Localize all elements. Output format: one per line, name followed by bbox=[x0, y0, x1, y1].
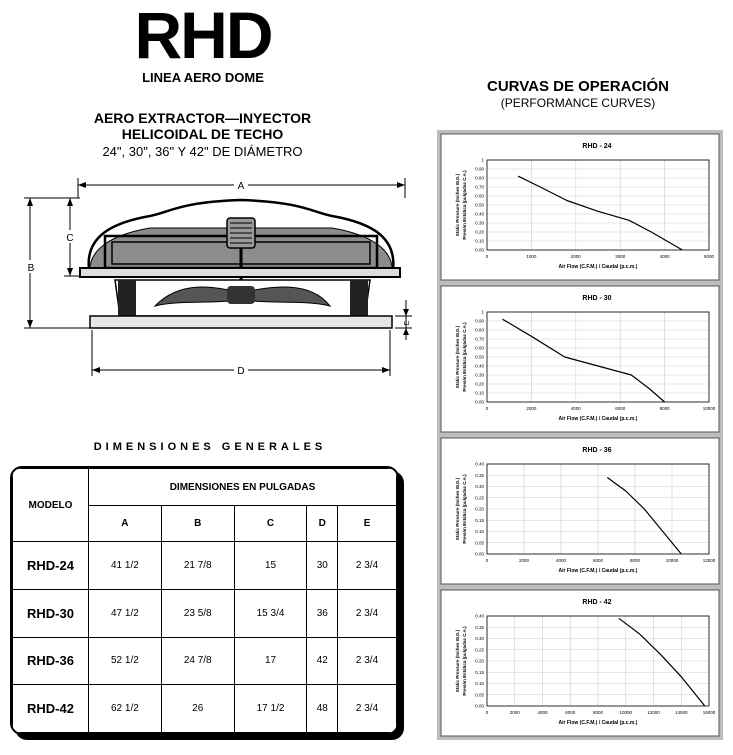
table-row bbox=[13, 637, 397, 685]
x-tick-label: 8000 bbox=[592, 710, 604, 715]
y-axis-label: Static Pressure (Inches W.G.) bbox=[455, 325, 460, 389]
x-tick-label: 6000 bbox=[615, 406, 626, 411]
cell-d: 36 bbox=[307, 589, 338, 637]
cell-a: 47 1/2 bbox=[89, 589, 162, 637]
cell-b: 24 7/8 bbox=[161, 637, 234, 685]
y-tick-label: 0.30 bbox=[475, 220, 484, 226]
y-tick-label: 0.00 bbox=[475, 247, 484, 253]
y-tick-label: 0.25 bbox=[475, 647, 484, 653]
y-tick-label: 0.35 bbox=[475, 472, 484, 478]
dim-label-a: A bbox=[237, 181, 245, 192]
table-row bbox=[13, 685, 397, 733]
x-tick-label: 2000 bbox=[509, 710, 520, 715]
x-tick-label: 10000 bbox=[619, 710, 633, 715]
column-header-e: E bbox=[338, 506, 397, 542]
dim-label-c: C bbox=[66, 233, 74, 244]
cell-d: 30 bbox=[307, 542, 338, 590]
chart-title: RHD - 24 bbox=[582, 143, 612, 150]
x-axis-label: Air Flow (C.F.M.) / Caudal (p.c.m.) bbox=[558, 720, 638, 726]
product-line: LINEA AERO DOME bbox=[142, 70, 264, 85]
cell-c: 17 bbox=[234, 637, 307, 685]
table-row bbox=[13, 542, 397, 590]
y-tick-label: 0.00 bbox=[475, 551, 484, 557]
y-tick-label: 0.20 bbox=[475, 506, 484, 512]
x-axis-label: Air Flow (C.F.M.) / Caudal (p.c.m.) bbox=[558, 416, 638, 422]
y-tick-label: 0.50 bbox=[475, 202, 484, 208]
dimensions-group-header: DIMENSIONES EN PULGADAS bbox=[89, 469, 397, 506]
row-model: RHD-42 bbox=[13, 685, 89, 733]
x-tick-label: 5000 bbox=[703, 254, 715, 259]
cell-a: 52 1/2 bbox=[89, 637, 162, 685]
x-tick-label: 4000 bbox=[570, 406, 581, 411]
x-tick-label: 12000 bbox=[702, 558, 716, 563]
y-tick-label: 0.40 bbox=[475, 461, 484, 467]
y-tick-label: 0.25 bbox=[475, 495, 484, 501]
row-model: RHD-24 bbox=[13, 542, 89, 590]
y-tick-label: 0.10 bbox=[475, 529, 484, 534]
x-tick-label: 3000 bbox=[615, 254, 626, 259]
y-tick-label: 0.10 bbox=[475, 238, 484, 244]
x-tick-label: 0 bbox=[485, 710, 489, 715]
x-tick-label: 0 bbox=[485, 254, 489, 259]
curves-title: CURVAS DE OPERACIÓN bbox=[487, 78, 669, 95]
y-tick-label: 0.80 bbox=[475, 175, 484, 181]
cell-b: 23 5/8 bbox=[161, 589, 234, 637]
chart-4 bbox=[441, 590, 719, 736]
y-tick-label: 0.70 bbox=[475, 336, 484, 342]
chart-title: RHD - 42 bbox=[582, 599, 612, 606]
column-header-d: D bbox=[307, 506, 338, 542]
cell-e: 2 3/4 bbox=[338, 637, 397, 685]
x-tick-label: 10000 bbox=[702, 406, 716, 411]
y-tick-label: 0.05 bbox=[475, 540, 484, 546]
cell-d: 48 bbox=[307, 685, 338, 733]
y-tick-label: 0.40 bbox=[475, 363, 484, 369]
brand-title: RHD bbox=[134, 0, 272, 72]
y-tick-label: 0.15 bbox=[475, 669, 484, 675]
x-tick-label: 4000 bbox=[555, 558, 567, 563]
y-tick-label: 0.10 bbox=[475, 681, 484, 686]
y-axis-label: Static Pressure (Inches W.G.) bbox=[455, 173, 460, 237]
x-tick-label: 4000 bbox=[537, 710, 548, 715]
column-header-b: B bbox=[161, 506, 234, 542]
cell-e: 2 3/4 bbox=[338, 589, 397, 637]
model-header: MODELO bbox=[13, 469, 89, 542]
cell-c: 17 1/2 bbox=[234, 685, 307, 733]
product-diameters: 24", 30", 36" Y 42" DE DIÁMETRO bbox=[102, 144, 303, 159]
y-tick-label: 0.90 bbox=[475, 318, 484, 324]
cell-b: 21 7/8 bbox=[161, 542, 234, 590]
y-tick-label: 0.30 bbox=[475, 372, 484, 378]
dim-label-b: B bbox=[27, 263, 35, 274]
column-header-c: C bbox=[234, 506, 307, 542]
y-tick-label: 0.70 bbox=[475, 184, 484, 190]
x-tick-label: 16000 bbox=[702, 710, 716, 715]
y-axis-label: Static Pressure (Inches W.G.) bbox=[455, 477, 460, 541]
x-tick-label: 2000 bbox=[526, 406, 537, 411]
x-tick-label: 6000 bbox=[565, 710, 576, 715]
x-tick-label: 2000 bbox=[518, 558, 530, 563]
cell-d: 42 bbox=[307, 637, 338, 685]
y-axis-label-es: Presión Estática (pulgadas C.A.) bbox=[462, 474, 467, 544]
dimensions-table-card bbox=[10, 466, 399, 735]
x-tick-label: 0 bbox=[485, 558, 489, 563]
product-title-line1: AERO EXTRACTOR—INYECTOR bbox=[93, 110, 312, 126]
product-title-line2: HELICOIDAL DE TECHO bbox=[121, 126, 284, 142]
y-tick-label: 0.40 bbox=[475, 211, 484, 217]
table-row bbox=[13, 589, 397, 637]
row-model: RHD-36 bbox=[13, 637, 89, 685]
x-tick-label: 10000 bbox=[665, 558, 679, 563]
dim-label-e: E bbox=[404, 320, 411, 326]
y-tick-label: 0.40 bbox=[475, 613, 484, 619]
column-header-a: A bbox=[89, 506, 162, 542]
x-tick-label: 1000 bbox=[526, 254, 537, 259]
y-tick-label: 0.15 bbox=[475, 517, 484, 523]
chart-title: RHD - 30 bbox=[582, 295, 612, 302]
cell-e: 2 3/4 bbox=[338, 685, 397, 733]
cell-a: 41 1/2 bbox=[89, 542, 162, 590]
x-axis-label: Air Flow (C.F.M.) / Caudal (p.c.m.) bbox=[558, 264, 638, 270]
performance-curves-svg bbox=[437, 130, 723, 740]
x-tick-label: 14000 bbox=[674, 710, 688, 715]
curves-subtitle: (PERFORMANCE CURVES) bbox=[500, 96, 656, 110]
y-tick-label: 0.10 bbox=[475, 390, 484, 396]
performance-curves-panel bbox=[437, 130, 723, 740]
y-tick-label: 0.80 bbox=[475, 327, 484, 333]
y-tick-label: 1 bbox=[481, 157, 484, 163]
y-tick-label: 0.00 bbox=[475, 399, 484, 405]
cell-c: 15 bbox=[234, 542, 307, 590]
y-tick-label: 0.20 bbox=[475, 658, 484, 664]
chart-3 bbox=[441, 438, 719, 584]
x-tick-label: 2000 bbox=[570, 254, 581, 259]
x-tick-label: 6000 bbox=[592, 558, 604, 563]
x-axis-label: Air Flow (C.F.M.) / Caudal (p.c.m.) bbox=[558, 568, 638, 574]
chart-2 bbox=[441, 286, 719, 432]
y-axis-label-es: Presión Estática (pulgadas C.A.) bbox=[462, 322, 467, 392]
dimensions-title: DIMENSIONES GENERALES bbox=[93, 441, 327, 453]
x-tick-label: 8000 bbox=[629, 558, 641, 563]
y-axis-label-es: Presión Estática (pulgadas C.A.) bbox=[462, 170, 467, 240]
y-tick-label: 0.60 bbox=[475, 345, 484, 351]
y-tick-label: 0.00 bbox=[475, 703, 484, 709]
x-tick-label: 0 bbox=[485, 406, 489, 411]
y-tick-label: 0.90 bbox=[475, 166, 484, 172]
cell-c: 15 3/4 bbox=[234, 589, 307, 637]
cell-a: 62 1/2 bbox=[89, 685, 162, 733]
dim-label-d: D bbox=[237, 366, 245, 377]
dimensions-table bbox=[12, 468, 397, 733]
y-tick-label: 0.30 bbox=[475, 636, 484, 641]
y-tick-label: 0.35 bbox=[475, 624, 484, 630]
y-axis-label-es: Presión Estática (pulgadas C.A.) bbox=[462, 626, 467, 696]
y-tick-label: 0.60 bbox=[475, 193, 484, 199]
cell-b: 26 bbox=[161, 685, 234, 733]
y-tick-label: 1 bbox=[481, 309, 484, 315]
chart-1 bbox=[441, 134, 719, 280]
y-tick-label: 0.50 bbox=[475, 354, 484, 360]
y-axis-label: Static Pressure (Inches W.G.) bbox=[455, 629, 460, 693]
cell-e: 2 3/4 bbox=[338, 542, 397, 590]
y-tick-label: 0.20 bbox=[475, 229, 484, 235]
y-tick-label: 0.20 bbox=[475, 381, 484, 387]
x-tick-label: 8000 bbox=[659, 406, 670, 411]
row-model: RHD-30 bbox=[13, 589, 89, 637]
fan-technical-drawing bbox=[20, 168, 420, 383]
y-tick-label: 0.05 bbox=[475, 692, 484, 698]
y-tick-label: 0.30 bbox=[475, 484, 484, 489]
x-tick-label: 12000 bbox=[647, 710, 660, 715]
x-tick-label: 4000 bbox=[659, 254, 670, 259]
chart-title: RHD - 36 bbox=[582, 447, 612, 454]
